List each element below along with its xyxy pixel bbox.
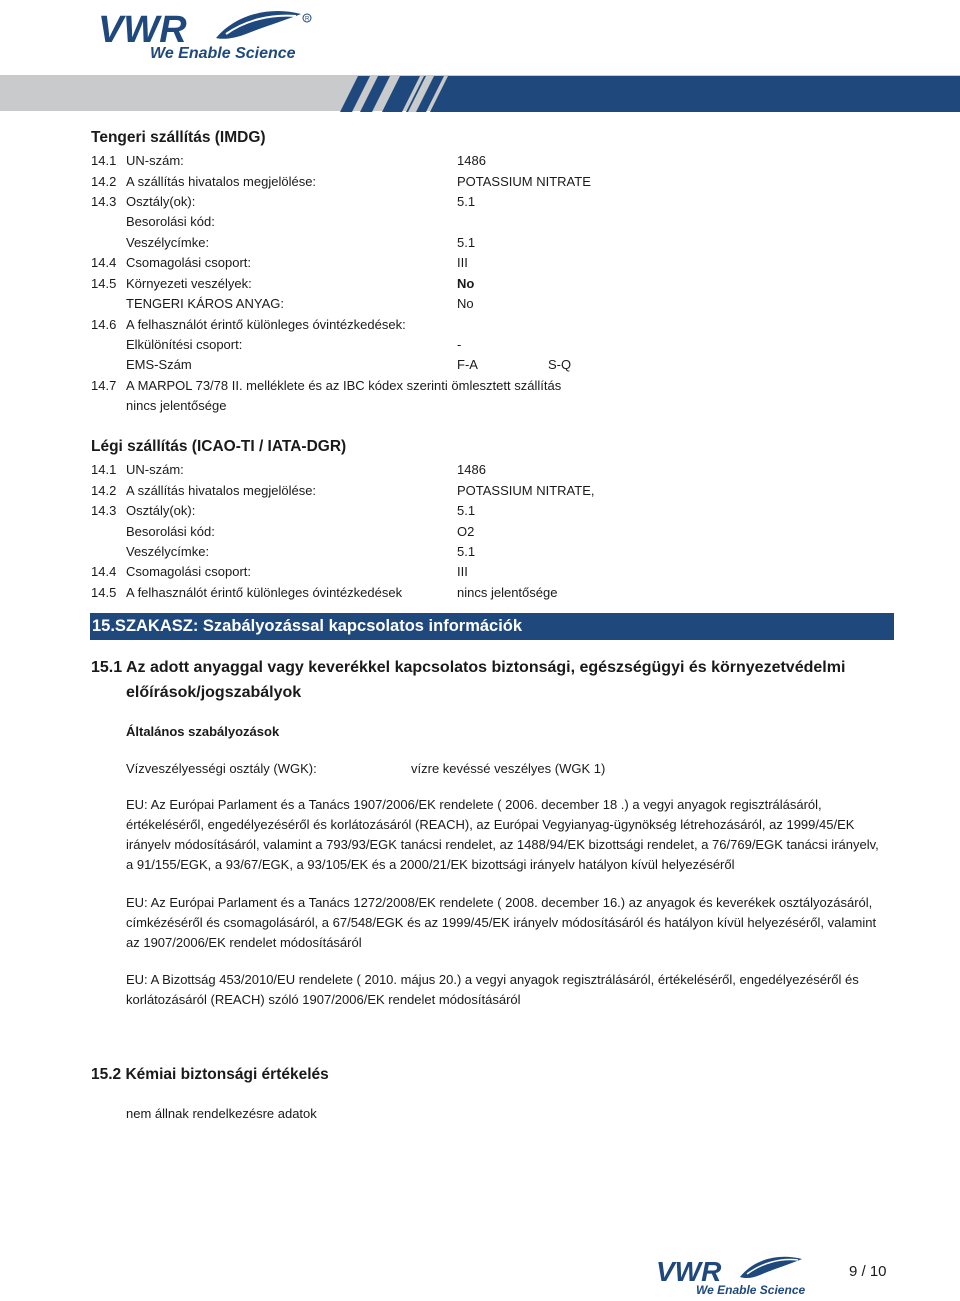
- imdg-label: A MARPOL 73/78 II. melléklete és az IBC kódex szerinti ömlesztett szállítás: [126, 378, 562, 393]
- header: [0, 0, 960, 112]
- imdg-label: TENGERI KÁROS ANYAG:: [126, 296, 284, 311]
- imdg-label: Csomagolási csoport:: [126, 255, 251, 270]
- imdg-label: Veszélycímke:: [126, 235, 210, 250]
- air-label: A szállítás hivatalos megjelölése:: [126, 483, 317, 498]
- logo-tagline: We Enable Science: [150, 45, 296, 62]
- air-num: 14.1: [91, 462, 117, 477]
- imdg-label: Besorolási kód:: [126, 214, 215, 229]
- regulation-paragraph: EU: A Bizottság 453/2010/EU rendelete ( 2010. május 20.) a vegyi anyagok regisztrálásáról, értékeléséről, engedélyezéséről és korlátozásáról (REACH) szóló 1907/2006/EK rendelet módosításáról: [126, 972, 859, 1007]
- imdg-label: UN-szám:: [126, 153, 184, 168]
- air-label: Csomagolási csoport:: [126, 564, 251, 579]
- section15-banner-title: 15.SZAKASZ: Szabályozással kapcsolatos információk: [92, 617, 523, 635]
- air-label: A felhasználót érintő különleges óvintézkedések: [126, 585, 403, 600]
- air-value: III: [457, 564, 468, 579]
- imdg-value: F-A: [457, 357, 478, 372]
- header-stripes: [330, 70, 960, 112]
- imdg-num: 14.4: [91, 255, 117, 270]
- imdg-value: POTASSIUM NITRATE: [457, 174, 591, 189]
- general-regulations-title: Általános szabályozások: [126, 724, 280, 739]
- imdg-label: Elkülönítési csoport:: [126, 337, 243, 352]
- imdg-label: nincs jelentősége: [126, 398, 227, 413]
- vwr-logo: [96, 4, 321, 62]
- regulation-paragraph: EU: Az Európai Parlament és a Tanács 1907/2006/EK rendelete ( 2006. december 18 .) a vegyi anyagok regisztrálásáról, értékeléséről, engedélyezéséről és korlátozásáról (REACH), az Európai Vegyianyag-ügynökség létrehozásáról, az 1999/45/EK irányelv módosításáról, valamint a 793/93/EGK tanácsi rendelet, az 1488/94/EK bizottsági rendelet, a 76/769/EGK tanácsi irányelv, a 91/155/EGK, a 93/67/EGK, a 93/105/EK és a 2000/21/EK bizottsági irányelv hatályon kívül helyezéséről: [126, 797, 879, 872]
- imdg-value-2: S-Q: [548, 357, 572, 372]
- air-value: 1486: [457, 462, 486, 477]
- imdg-value: 5.1: [457, 194, 476, 209]
- air-value: 5.1: [457, 503, 476, 518]
- imdg-label: Osztály(ok):: [126, 194, 196, 209]
- imdg-value: No: [457, 276, 475, 291]
- imdg-value: 5.1: [457, 235, 476, 250]
- imdg-label: Környezeti veszélyek:: [126, 276, 252, 291]
- air-label: Veszélycímke:: [126, 544, 210, 559]
- air-value: O2: [457, 524, 475, 539]
- imdg-num: 14.2: [91, 174, 117, 189]
- imdg-num: 14.1: [91, 153, 117, 168]
- imdg-label: A felhasználót érintő különleges óvintézkedések:: [126, 317, 406, 332]
- footer-logo-wordmark: VWR: [656, 1256, 722, 1287]
- imdg-num: 14.3: [91, 194, 117, 209]
- wgk-label: Vízveszélyességi osztály (WGK):: [126, 761, 317, 776]
- imdg-value: No: [457, 296, 474, 311]
- footer-vwr-logo: [654, 1251, 814, 1297]
- s152-text: nem állnak rendelkezésre adatok: [126, 1106, 317, 1121]
- imdg-num: 14.5: [91, 276, 117, 291]
- section15-banner: [90, 613, 894, 640]
- regulation-paragraph: EU: Az Európai Parlament és a Tanács 1272/2008/EK rendelete ( 2008. december 16.) az anyagok és keverékek osztályozásáról, címkézéséről és csomagolásáról, a 67/548/EGK és az 1999/45/EK irányelv módosításáról és hatályon kívül helyezéséről, valamint az 1907/2006/EK rendelet módosításáról: [126, 895, 877, 950]
- logo-wordmark: VWR: [98, 9, 187, 51]
- air-value: nincs jelentősége: [457, 585, 558, 600]
- air-label: Osztály(ok):: [126, 503, 196, 518]
- s151-title-line1: 15.1 Az adott anyaggal vagy keverékkel kapcsolatos biztonsági, egészségügyi és környezetvédelmi: [91, 659, 846, 676]
- imdg-title: Tengeri szállítás (IMDG): [91, 129, 266, 146]
- air-label: Besorolási kód:: [126, 524, 215, 539]
- imdg-value: -: [457, 337, 462, 352]
- svg-text:R: R: [305, 16, 310, 23]
- imdg-value: III: [457, 255, 468, 270]
- air-num: 14.4: [91, 564, 117, 579]
- s152-title: 15.2 Kémiai biztonsági értékelés: [91, 1066, 329, 1083]
- wgk-value: vízre kevéssé veszélyes (WGK 1): [411, 761, 606, 776]
- air-title: Légi szállítás (ICAO-TI / IATA-DGR): [91, 438, 347, 455]
- imdg-label: EMS-Szám: [126, 357, 192, 372]
- s151-title-line2: előírások/jogszabályok: [126, 684, 302, 701]
- imdg-num: 14.6: [91, 317, 117, 332]
- footer-logo-tagline: We Enable Science: [696, 1283, 806, 1297]
- air-num: 14.2: [91, 483, 117, 498]
- air-num: 14.5: [91, 585, 117, 600]
- imdg-num: 14.7: [91, 378, 117, 393]
- imdg-value: 1486: [457, 153, 486, 168]
- air-value: 5.1: [457, 544, 476, 559]
- page-number: 9 / 10: [849, 1263, 887, 1280]
- air-num: 14.3: [91, 503, 117, 518]
- air-label: UN-szám:: [126, 462, 184, 477]
- air-value: POTASSIUM NITRATE,: [457, 483, 595, 498]
- imdg-label: A szállítás hivatalos megjelölése:: [126, 174, 317, 189]
